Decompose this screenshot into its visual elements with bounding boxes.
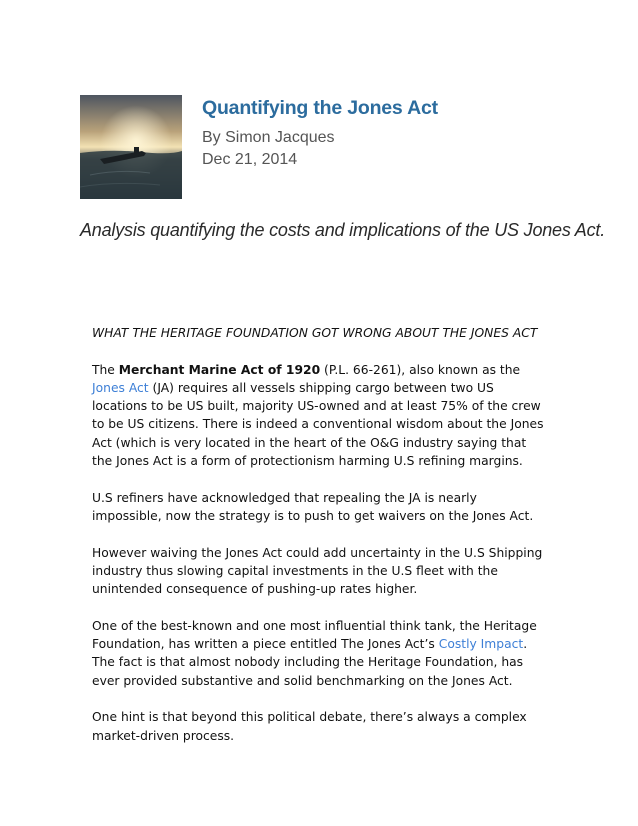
p1-text-post: (JA) requires all vessels shipping cargo between two US locations to be US built, majority US-owned and at least 75% of the crew to be US citizens. There is indeed a conventional wisdom about the Jones Act (which is very located in the heart of the O&G industry saying that the Jones Act is a form of protectionism harming U.S refining margins. — [92, 380, 544, 469]
p4-text-pre: One of the best-known and one most influential think tank, the Heritage Foundation, has written a piece entitled The Jones Act’s — [92, 618, 537, 652]
article-summary: Analysis quantifying the costs and implications of the US Jones Act. — [80, 220, 606, 240]
author-line: By Simon Jacques — [202, 129, 335, 146]
publish-date: Dec 21, 2014 — [202, 151, 298, 168]
p4-text-post: . The fact is that almost nobody including the Heritage Foundation, has ever provided substantive and solid benchmarking on the Jones Act. — [92, 637, 528, 688]
article-heading: WHAT THE HERITAGE FOUNDATION GOT WRONG ABOUT THE JONES ACT — [92, 326, 538, 340]
p1-text-pre: The — [92, 362, 119, 377]
title-block — [202, 97, 438, 169]
paragraph-5: One hint is that beyond this political debate, there’s always a complex market-driven process. — [92, 710, 527, 743]
paragraph-4 — [92, 617, 548, 690]
p1-bold-act-name: Merchant Marine Act of 1920 — [118, 362, 321, 377]
p1-text-mid: (P.L. 66-261), also known as the — [320, 362, 521, 377]
ship-at-sea-image — [80, 95, 182, 199]
paragraph-2: U.S refiners have acknowledged that repealing the JA is nearly impossible, now the strategy is to push to get waivers on the Jones Act. — [92, 490, 534, 523]
costly-impact-link[interactable]: Costly Impact — [438, 637, 524, 652]
article-header — [80, 95, 560, 200]
page-title: Quantifying the Jones Act — [202, 97, 438, 119]
jones-act-link[interactable]: Jones Act — [92, 380, 149, 395]
article-body — [92, 324, 548, 763]
paragraph-1 — [92, 361, 548, 471]
paragraph-3: However waiving the Jones Act could add uncertainty in the U.S Shipping industry thus slowing capital investments in the U.S fleet with the unintended consequence of pushing-up rates higher. — [92, 545, 543, 597]
